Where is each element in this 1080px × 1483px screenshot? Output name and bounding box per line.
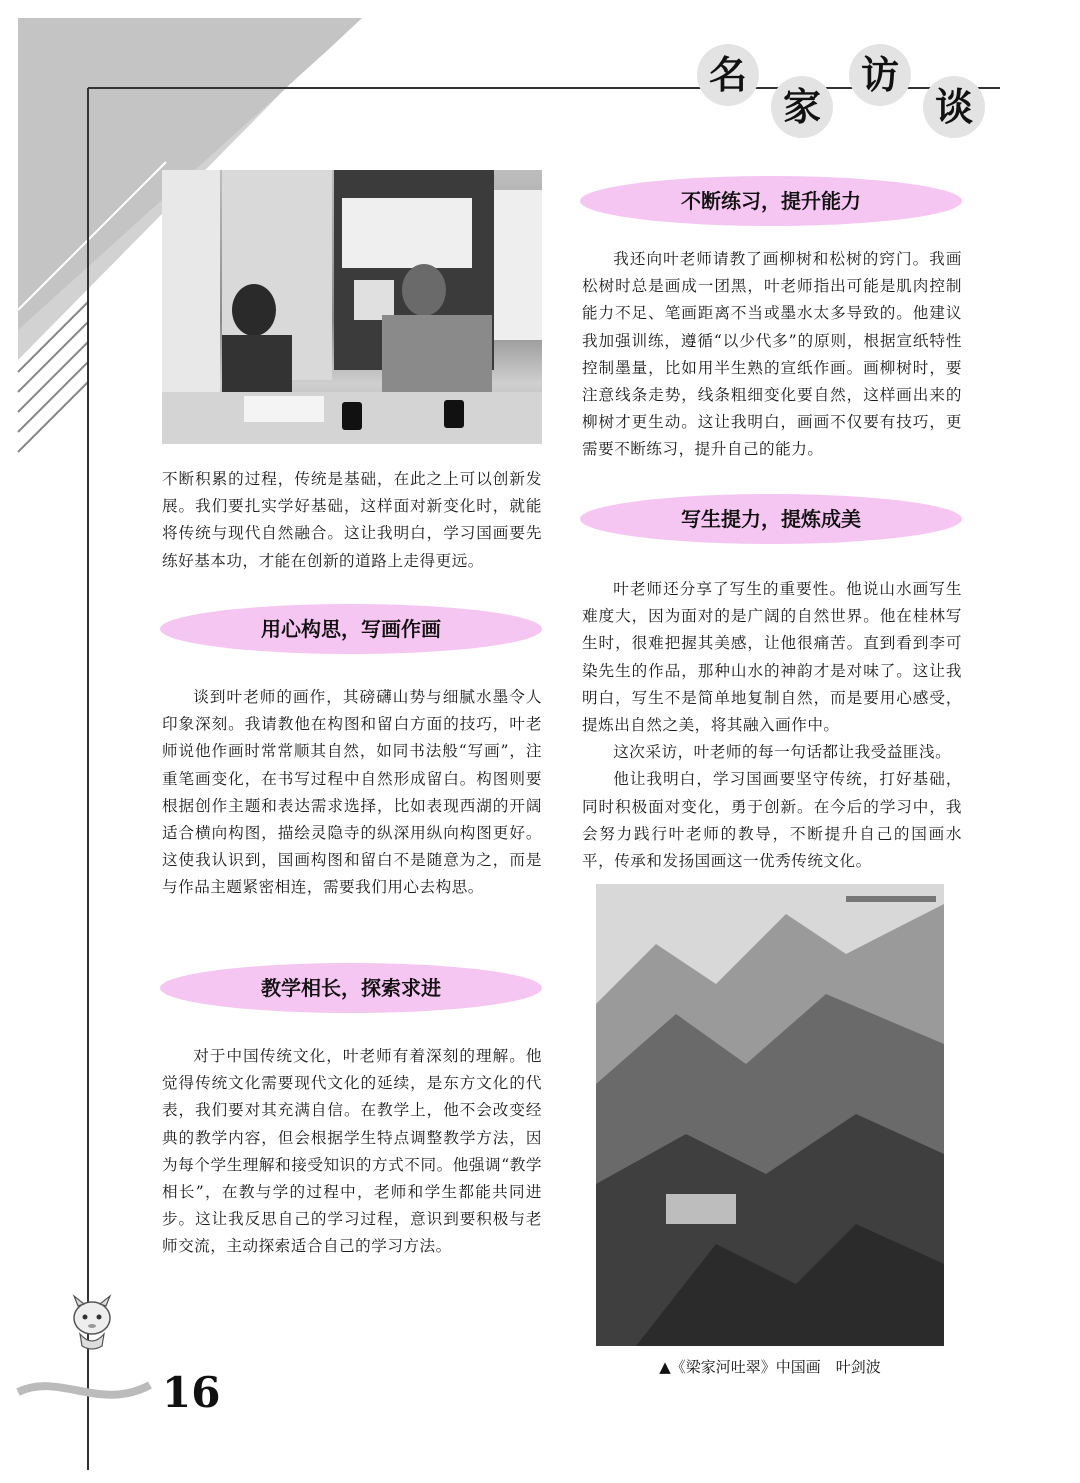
section-text-2: 对于中国传统文化，叶老师有着深刻的理解。他觉得传统文化需要现代文化的延续，是东方文化的代表，我们要对其充满自信。在教学上，他不会改变经典的教学内容，但会根据学生特点调整教学方法，因为每个学生理解和接受知识的方式不同。他强调“教学相长”，在教与学的过程中，老师和学生都能共同进步。这让我反思自己的学习过程，意识到要积极与老师交流，主动探索适合自己的学习方法。 bbox=[162, 1047, 542, 1256]
closing-line-1: 这次采访，叶老师的每一句话都让我受益匪浅。 bbox=[613, 743, 952, 762]
section-text-1: 谈到叶老师的画作，其磅礴山势与细腻水墨令人印象深刻。我请教他在构图和留白方面的技巧，叶老师说他作画时常常顺其自然，如同书法般“写画”，注重笔画变化，在书写过程中自然形成留白。构图则要根据创作主题和表达需求选择，比如表现西湖的开阔适合横向构图，描绘灵隐寺的纵深用纵向构图更好。这使我认识到，国画构图和留白不是随意为之，而是与作品主题紧密相连，需要我们用心去构思。 bbox=[162, 688, 542, 897]
header-char-ming: 名 bbox=[697, 44, 759, 106]
section-title-1: 用心构思，写画作画 bbox=[160, 604, 542, 654]
photo-placeholder-icon bbox=[162, 170, 542, 444]
painting-placeholder-icon bbox=[596, 884, 944, 1346]
page-number: 16 bbox=[162, 1368, 221, 1417]
section-title-3: 不断练习，提升能力 bbox=[580, 176, 962, 226]
section-text-4: 叶老师还分享了写生的重要性。他说山水画写生难度大，因为面对的是广阔的自然世界。他在桂林写生时，很难把握其美感，让他很痛苦。直到看到李可染先生的作品，那种山水的神韵才是对味了。这让我明白，写生不是简单地复制自然，而是要用心感受，提炼出自然之美，将其融入画作中。 这次采访，叶老师的每一句话都让我受益匪浅。 他让我明白，学习国画要坚守传统，打好基础，同时积极面对变化，勇于创新。在今后的学习中，我会努力践行叶老师的教导，不断提升自己的国画水平，传承和发扬国画这一优秀传统文化。 bbox=[582, 576, 962, 875]
painting-caption: ▲《梁家河吐翠》中国画 叶剑波 bbox=[659, 1358, 881, 1376]
section-text-3: 我还向叶老师请教了画柳树和松树的窍门。我画松树时总是画成一团黑，叶老师指出可能是肌肉控制能力不足、笔画距离不当或墨水太多导致的。他建议我加强训练，遵循“以少代多”的原则，根据宣纸特性控制墨量，比如用半生熟的宣纸作画。画柳树时，要注意线条走势，线条粗细变化要自然，这样画出来的柳树才更生动。这让我明白，画画不仅要有技巧，更需要不断练习，提升自己的能力。 bbox=[582, 250, 962, 459]
closing-line-2: 他让我明白，学习国画要坚守传统，打好基础，同时积极面对变化，勇于创新。在今后的学习中，我会努力践行叶老师的教导，不断提升自己的国画水平，传承和发扬国画这一优秀传统文化。 bbox=[582, 770, 962, 871]
landscape-painting bbox=[596, 884, 944, 1346]
section-title-2: 教学相长，探索求进 bbox=[160, 963, 542, 1013]
header-char-tan: 谈 bbox=[923, 76, 985, 138]
mascot-icon bbox=[74, 1296, 110, 1349]
header-char-fang: 访 bbox=[849, 44, 911, 106]
intro-paragraph: 不断积累的过程，传统是基础，在此之上可以创新发展。我们要扎实学好基础，这样面对新变化时，就能将传统与现代自然融合。这让我明白，学习国画要先练好基本功，才能在创新的道路上走得更远。 bbox=[162, 470, 542, 570]
section-title-4: 写生提力，提炼成美 bbox=[580, 494, 962, 544]
header-char-jia: 家 bbox=[771, 76, 833, 138]
interview-photo bbox=[162, 170, 542, 444]
